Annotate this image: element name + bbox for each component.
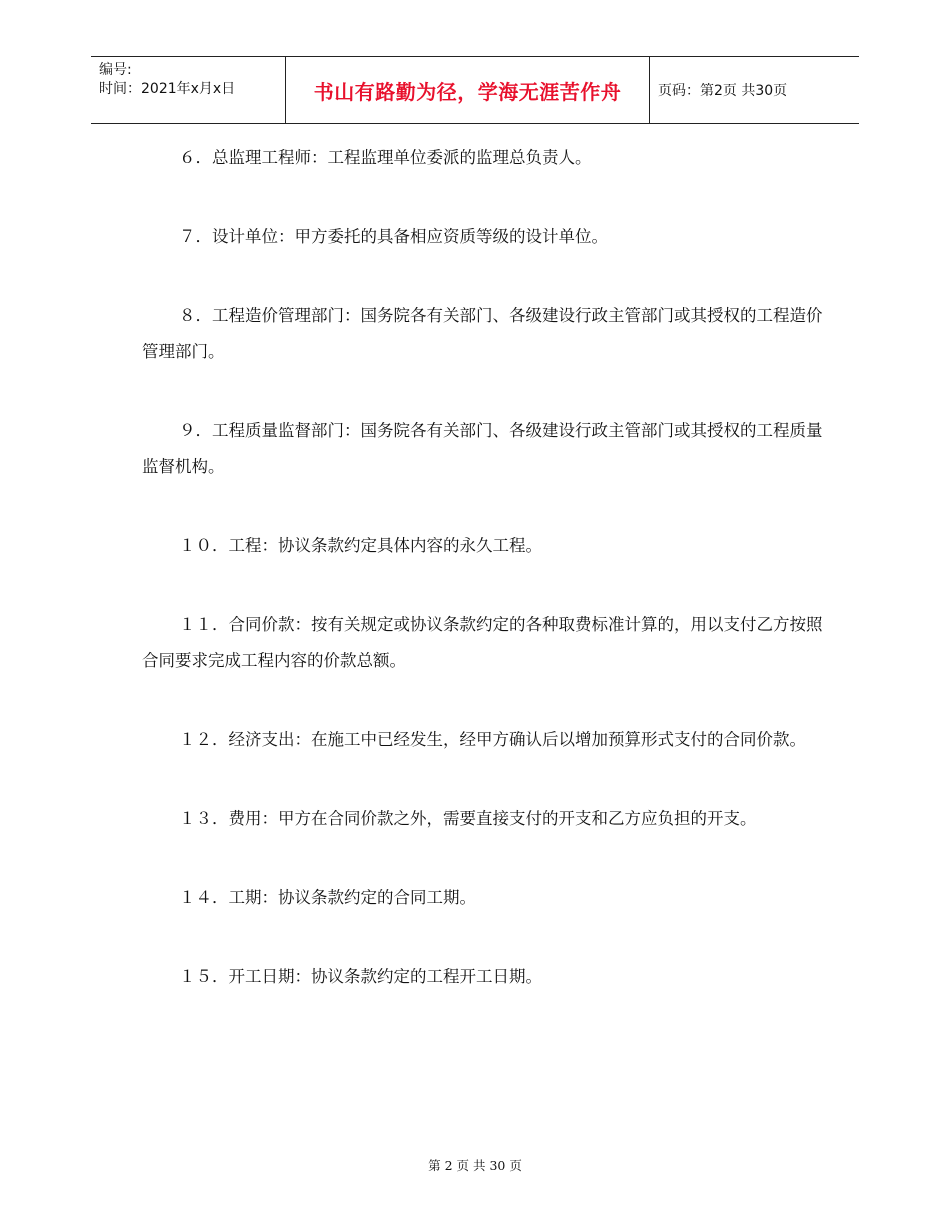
document-number-label: 编号: (99, 62, 132, 78)
paragraph-13: １３．费用：甲方在合同价款之外，需要直接支付的开支和乙方应负担的开支。 (179, 809, 757, 828)
document-body (142, 140, 832, 1038)
paragraph-6: ６．总监理工程师：工程监理单位委派的监理总负责人。 (179, 148, 592, 167)
paragraph-9: ９．工程质量监督部门：国务院各有关部门、各级建设行政主管部门或其授权的工程质量监督机构。 (142, 421, 823, 476)
header-meta (91, 57, 286, 123)
header-page-info: 页码：第2页 共30页 (658, 83, 788, 99)
paragraph-15: １５．开工日期：协议条款约定的工程开工日期。 (179, 967, 542, 986)
page-header (91, 56, 859, 124)
paragraph-11: １１．合同价款：按有关规定或协议条款约定的各种取费标准计算的，用以支付乙方按照合同要求完成工程内容的价款总额。 (142, 615, 823, 670)
paragraph-14: １４．工期：协议条款约定的合同工期。 (179, 888, 476, 907)
paragraph-8: ８．工程造价管理部门：国务院各有关部门、各级建设行政主管部门或其授权的工程造价管理部门。 (142, 306, 823, 361)
page-footer: 第 2 页 共 30 页 (428, 1158, 522, 1173)
paragraph-7: ７．设计单位：甲方委托的具备相应资质等级的设计单位。 (179, 227, 608, 246)
header-motto: 书山有路勤为径，学海无涯苦作舟 (286, 57, 650, 123)
paragraph-10: １０．工程：协议条款约定具体内容的永久工程。 (179, 536, 542, 555)
paragraph-12: １２．经济支出：在施工中已经发生，经甲方确认后以增加预算形式支付的合同价款。 (179, 730, 806, 749)
document-time: 时间：2021年x月x日 (99, 81, 236, 97)
